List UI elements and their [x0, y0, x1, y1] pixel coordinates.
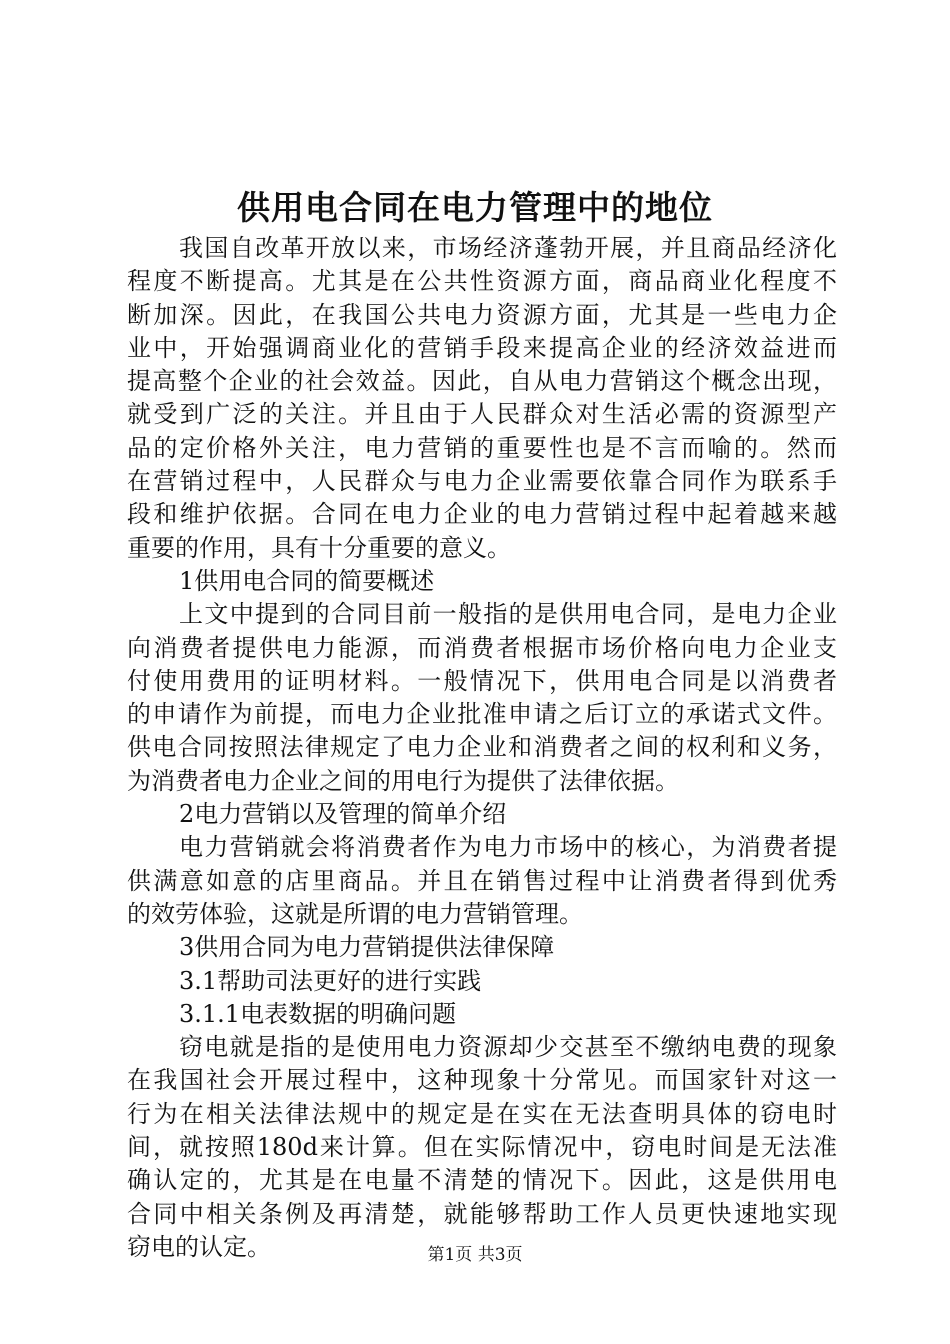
section-heading: 3供用合同为电力营销提供法律保障 [179, 933, 555, 962]
paragraph-line: 在我国社会开展过程中，这种现象十分常见。而国家针对这一 [127, 1066, 837, 1095]
paragraph-line: 提高整个企业的社会效益。因此，自从电力营销这个概念出现， [127, 367, 837, 396]
paragraph-line: 重要的作用，具有十分重要的意义。 [127, 533, 511, 562]
document-title: 供用电合同在电力管理中的地位 [237, 188, 713, 227]
section-heading: 2电力营销以及管理的简单介绍 [179, 800, 507, 829]
paragraph-line: 窃电就是指的是使用电力资源却少交甚至不缴纳电费的现象 [179, 1033, 837, 1062]
section-heading: 1供用电合同的简要概述 [179, 566, 435, 595]
paragraph-line: 我国自改革开放以来，市场经济蓬勃开展，并且商品经济化 [179, 234, 837, 262]
paragraph-line: 在营销过程中，人民群众与电力企业需要依靠合同作为联系手 [127, 467, 837, 496]
document-body [127, 232, 837, 1264]
paragraph-line: 断加深。因此，在我国公共电力资源方面，尤其是一些电力企 [127, 300, 837, 329]
page-footer: 第1页 共3页 [427, 1245, 523, 1265]
paragraph-line: 确认定的，尤其是在电量不清楚的情况下。因此，这是供用电 [127, 1166, 837, 1195]
paragraph-line: 段和维护依据。合同在电力企业的电力营销过程中起着越来越 [127, 500, 837, 529]
paragraph-line: 行为在相关法律法规中的规定是在实在无法查明具体的窃电时 [127, 1099, 837, 1128]
paragraph-line: 为消费者电力企业之间的用电行为提供了法律依据。 [127, 766, 679, 795]
paragraph-line: 向消费者提供电力能源，而消费者根据市场价格向电力企业支 [127, 633, 837, 662]
paragraph-line: 窃电的认定。 [127, 1232, 271, 1261]
paragraph-line: 电力营销就会将消费者作为电力市场中的核心，为消费者提 [179, 833, 837, 862]
paragraph-line: 供满意如意的店里商品。并且在销售过程中让消费者得到优秀 [127, 866, 837, 895]
subsection-heading: 3.1.1电表数据的明确问题 [179, 999, 457, 1028]
paragraph-line: 合同中相关条例及再清楚，就能够帮助工作人员更快速地实现 [127, 1199, 837, 1228]
paragraph-line: 业中，开始强调商业化的营销手段来提高企业的经济效益进而 [127, 333, 837, 362]
paragraph-line: 供电合同按照法律规定了电力企业和消费者之间的权利和义务， [127, 733, 837, 762]
paragraph-line: 就受到广泛的关注。并且由于人民群众对生活必需的资源型产 [127, 400, 837, 429]
paragraph-line: 的申请作为前提，而电力企业批准申请之后订立的承诺式文件。 [127, 700, 837, 729]
paragraph-line: 上文中提到的合同目前一般指的是供用电合同，是电力企业 [179, 600, 837, 629]
paragraph-line: 品的定价格外关注，电力营销的重要性也是不言而喻的。然而 [127, 433, 837, 462]
paragraph-line: 的效劳体验，这就是所谓的电力营销管理。 [127, 899, 583, 928]
paragraph-line: 程度不断提高。尤其是在公共性资源方面，商品商业化程度不 [127, 267, 837, 296]
subsection-heading: 3.1帮助司法更好的进行实践 [179, 966, 482, 995]
paragraph-line: 间，就按照180d来计算。但在实际情况中，窃电时间是无法准 [127, 1133, 837, 1162]
paragraph-line: 付使用费用的证明材料。一般情况下，供用电合同是以消费者 [127, 666, 837, 695]
